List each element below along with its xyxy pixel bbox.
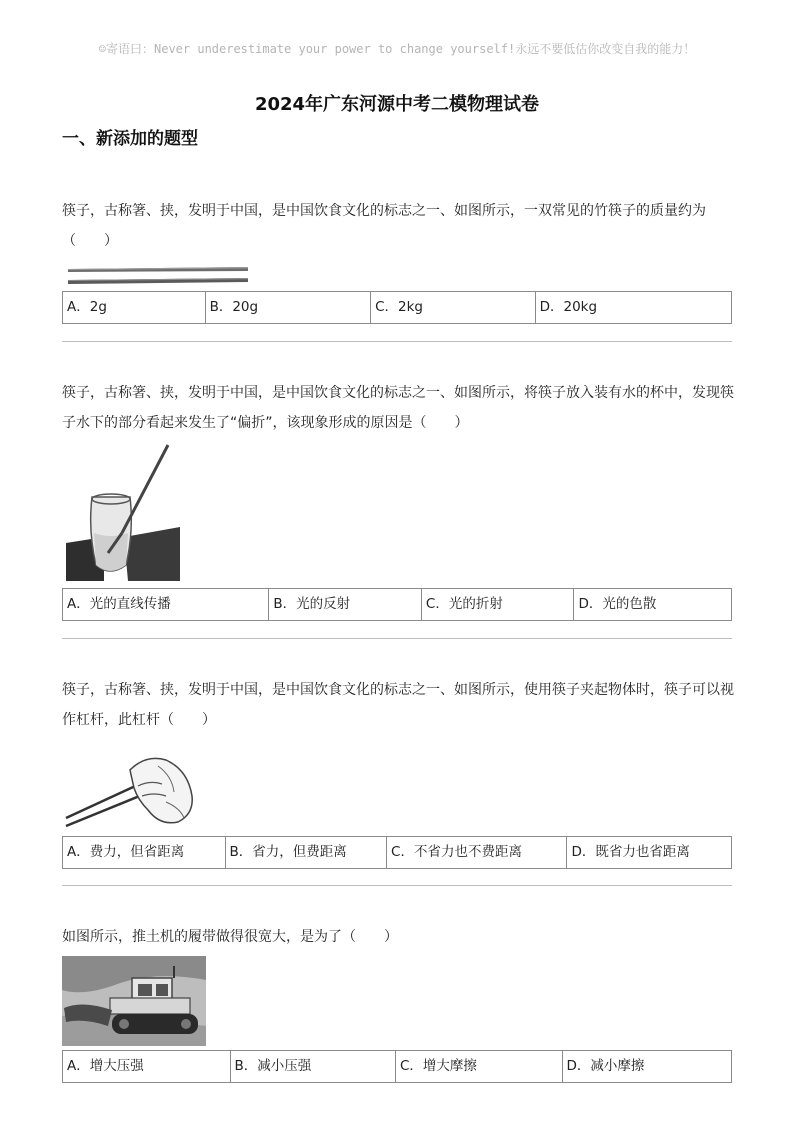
question-3-options bbox=[62, 836, 732, 869]
question-2-line-2: 子水下的部分看起来发生了“偏折”，该现象形成的原因是（ ） bbox=[62, 415, 469, 431]
question-divider bbox=[62, 885, 732, 886]
question-divider bbox=[62, 341, 732, 342]
bulldozer-photo bbox=[62, 956, 206, 1046]
q4-option-d[interactable]: D．减小摩擦 bbox=[566, 1058, 645, 1074]
q2-option-b[interactable]: B．光的反射 bbox=[269, 589, 422, 620]
q3-option-b[interactable]: B．省力，但费距离 bbox=[226, 837, 388, 868]
question-2-text bbox=[62, 378, 738, 438]
q3-option-d[interactable]: D．既省力也省距离 bbox=[571, 844, 690, 860]
question-1-line-1: 筷子，古称箸、挟，发明于中国，是中国饮食文化的标志之一、如图所示，一双常见的竹筷子的质量约为 bbox=[62, 203, 706, 219]
question-3-line-1: 筷子，古称箸、挟，发明于中国，是中国饮食文化的标志之一、如图所示，使用筷子夹起物体时，筷子可以视 bbox=[62, 682, 734, 698]
q1-option-c[interactable]: C．2kg bbox=[371, 292, 536, 323]
q4-option-a[interactable]: A．增大压强 bbox=[63, 1051, 231, 1082]
q3-option-a[interactable]: A．费力，但省距离 bbox=[63, 837, 226, 868]
question-divider bbox=[62, 638, 732, 639]
question-4-options bbox=[62, 1050, 732, 1083]
question-3-line-2: 作杠杆，此杠杆（ ） bbox=[62, 712, 216, 728]
q1-option-a[interactable]: A．2g bbox=[63, 292, 206, 323]
q2-option-d[interactable]: D．光的色散 bbox=[578, 596, 657, 612]
chopsticks-pair-illustration bbox=[66, 264, 250, 288]
question-1-text bbox=[62, 196, 738, 256]
question-1-line-2: （ ） bbox=[62, 233, 118, 249]
q1-option-b[interactable]: B．20g bbox=[206, 292, 372, 323]
q2-option-c[interactable]: C．光的折射 bbox=[422, 589, 575, 620]
exam-title: 2024年广东河源中考二模物理试卷 bbox=[254, 94, 540, 115]
q2-option-a[interactable]: A．光的直线传播 bbox=[63, 589, 269, 620]
header-motto: ☺寄语曰：Never underestimate your power to change yourself!永远不要低估你改变自我的能力！ bbox=[98, 42, 696, 56]
q4-option-b[interactable]: B．减小压强 bbox=[231, 1051, 397, 1082]
question-2-line-1: 筷子，古称箸、挟，发明于中国，是中国饮食文化的标志之一、如图所示，将筷子放入装有水的杯中，发现筷 bbox=[62, 385, 734, 401]
hand-holding-chopsticks-sketch bbox=[62, 752, 196, 828]
q4-option-c[interactable]: C．增大摩擦 bbox=[396, 1051, 563, 1082]
question-3-text bbox=[62, 675, 738, 735]
question-2-options bbox=[62, 588, 732, 621]
q1-option-d[interactable]: D．20kg bbox=[539, 299, 598, 315]
chopstick-in-water-glass-photo bbox=[64, 441, 180, 581]
question-4-line-1: 如图所示，推土机的履带做得很宽大，是为了（ ） bbox=[62, 929, 398, 945]
question-4-text bbox=[62, 922, 738, 952]
question-1-options bbox=[62, 291, 732, 324]
q3-option-c[interactable]: C．不省力也不费距离 bbox=[387, 837, 567, 868]
section-heading: 一、新添加的题型 bbox=[62, 129, 198, 149]
